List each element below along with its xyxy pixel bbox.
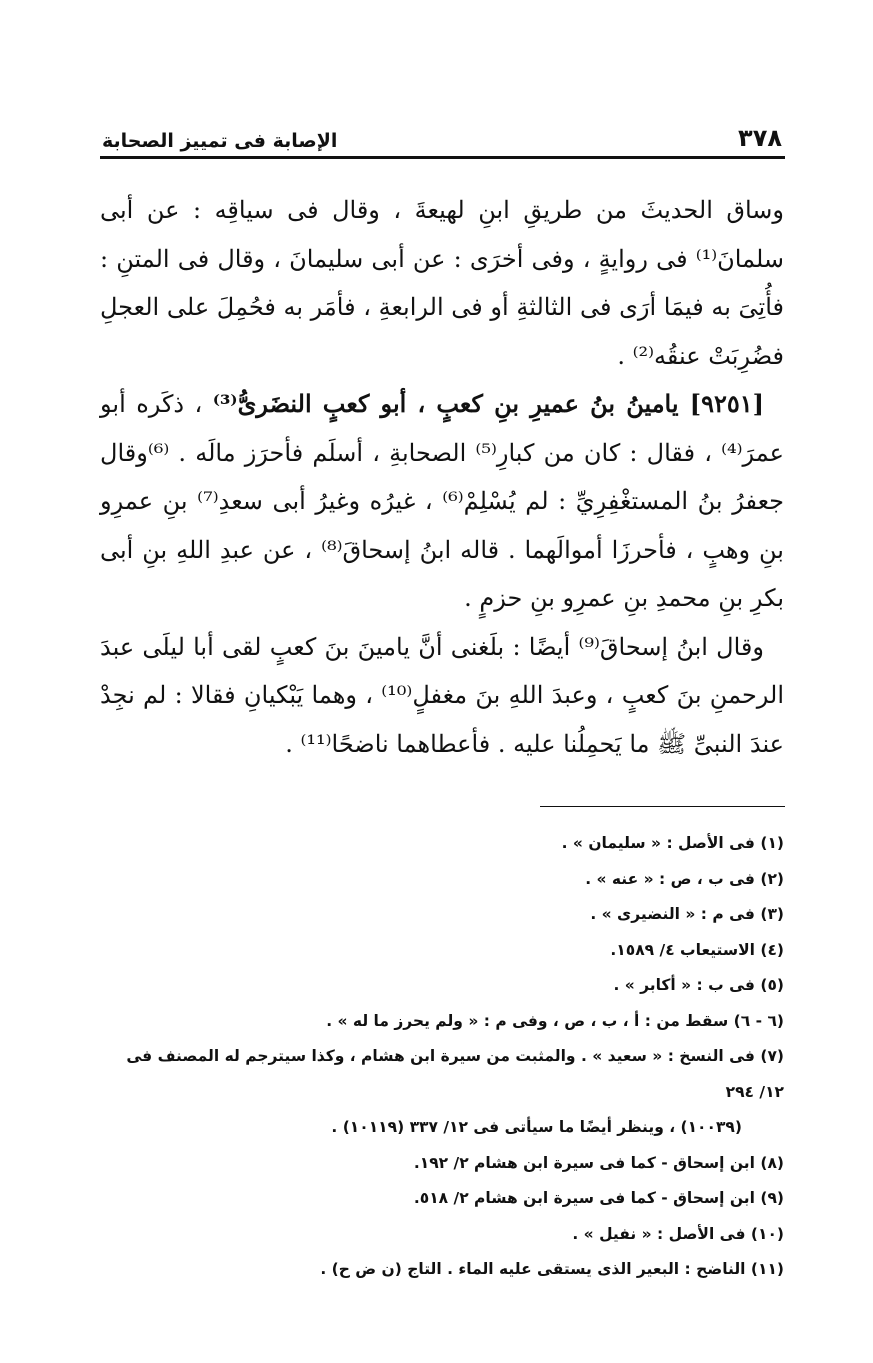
footnote-7-continued: (١٠٠٣٩) ، وينظر أيضًا ما سيأتى فى ١٢/ ٣٣٧ (١٠١١٩) .	[331, 1118, 742, 1136]
footnote-3: (٣) فى م : « النضيرى » .	[590, 905, 784, 923]
paragraph-3: وقال ابنُ إسحاقَ⁽⁹⁾ أيضًا : بلَغنى أنَّ يامينَ بنَ كعبٍ لقى أبا ليلَى عبدَ الرحمنِ بنَ كعبٍ ، وعبدَ اللهِ بنَ مغفلٍ⁽¹⁰⁾ ، وهما يَبْكيانِ فقالا : لم نجِدْ عندَ النبىِّ ﷺ ما يَحمِلُنا عليه . فأعطاهما ناضحًا⁽¹¹⁾ .	[100, 632, 784, 758]
paragraph-1: وساق الحديثَ من طريقِ ابنِ لهيعةَ ، وقال فى سياقِه : عن أبى سلمانَ⁽¹⁾ فى روايةٍ ، وفى أخرَى : عن أبى سليمانَ ، وقال فى المتنِ : فأُتِىَ به فيمَا أرَى فى الثالثةِ أو فى الرابعةِ ، فأمَر به فحُمِلَ على العجلِ فضُرِبَتْ عنقُه⁽²⁾ .	[100, 196, 784, 370]
footnote-7: (٧) فى النسخ : « سعيد » . والمثبت من سيرة ابن هشام ، وكذا سيترجم له المصنف فى ١٢/ ٢٩٤	[126, 1047, 784, 1101]
paragraph-2	[100, 380, 784, 623]
footnote-10: (١٠) فى الأصل : « نفيل » .	[572, 1224, 784, 1243]
footnote-8: (٨) ابن إسحاق - كما فى سيرة ابن هشام ٢/ ١٩٢.	[413, 1153, 784, 1172]
page-number: ٣٧٨	[738, 124, 782, 152]
footnote-2: (٢) فى ب ، ص : « عنه » .	[585, 869, 784, 888]
footnote-11: (١١) الناضح : البعير الذى يستقى عليه الماء . التاج (ن ض ح) .	[320, 1260, 784, 1278]
running-title: الإصابة فى تمييز الصحابة	[102, 130, 338, 152]
footnote-rule	[540, 806, 785, 807]
main-text	[100, 186, 784, 768]
header-rule	[100, 156, 785, 159]
footnote-9: (٩) ابن إسحاق - كما فى سيرة ابن هشام ٢/ ٥١٨.	[413, 1189, 784, 1207]
footnote-4: (٤) الاستيعاب ٤/ ١٥٨٩.	[610, 940, 784, 959]
footnote-5: (٥) فى ب : « أكابر » .	[613, 976, 784, 994]
footnotes	[100, 826, 784, 1288]
entry-heading: [٩٢٥١] يامينُ بنُ عميرِ بنِ كعبٍ ، أبو كعبٍ النضَرىُّ⁽³⁾	[212, 389, 764, 418]
entry-text: ، ذكَره أبو عمرَ⁽⁴⁾ ، فقال : كان من كبارِ⁽⁵⁾ الصحابةِ ، أسلَم فأحرَز مالَه . ⁽⁶⁾وقال جعفرُ بنُ المستغْفِرِيِّ : لم يُسْلِمْ⁽⁶⁾ ، غيرُه وغيرُ أبى سعدِ⁽⁷⁾ بنِ عمرِو بنِ وهبٍ ، فأحرزَا أموالَهما . قاله ابنُ إسحاقَ⁽⁸⁾ ، عن عبدِ اللهِ بنِ أبى بكرِ بنِ محمدِ بنِ عمرِو بنِ حزمٍ .	[100, 390, 784, 612]
footnote-6: (٦ - ٦) سقط من : أ ، ب ، ص ، وفى م : « ولم يحرز ما له » .	[326, 1011, 784, 1030]
page-header	[102, 112, 782, 152]
footnote-1: (١) فى الأصل : « سليمان » .	[561, 834, 784, 852]
